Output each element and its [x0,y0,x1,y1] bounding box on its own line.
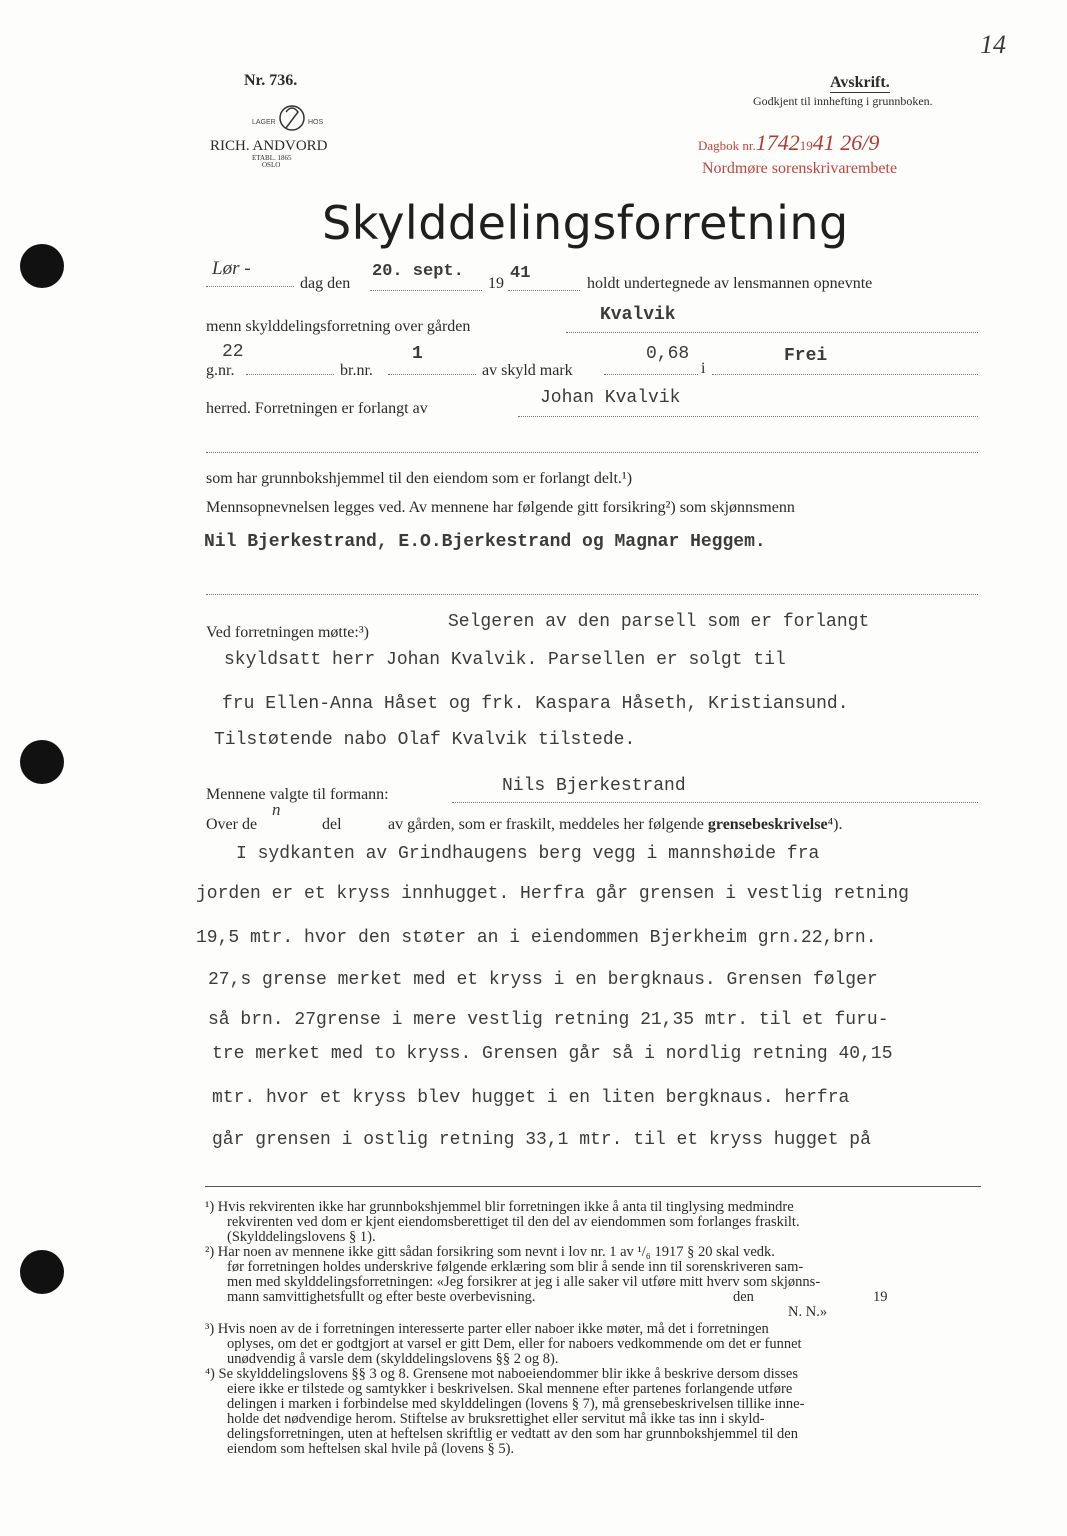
document-title: Skylddelingsforretning [322,196,849,250]
brnr-label: br.nr. [340,362,373,379]
herred-text: herred. Forretningen er forlangt av [206,400,428,417]
footnote-den: den [733,1289,754,1305]
gnr-line [246,374,334,375]
footnote-line: mann samvittighetsfullt og efter beste overbevisning. [227,1289,536,1305]
footnote-line: ¹) Hvis rekvirenten ikke har grunnbokshjemmel blir forretningen ikke å anta til tinglysing medmindre [205,1199,794,1215]
attendees-line-4: Tilstøtende nabo Olaf Kvalvik tilstede. [214,730,636,750]
over-de-label: Over de [206,816,258,833]
desc-line-1: I sydkanten av Grindhaugens berg vegg i mannshøide fra [236,844,820,864]
svg-text:LAGER: LAGER [252,119,276,126]
punch-hole-top [20,244,64,288]
footnote-line: før forretningen holdes underskrive følgende erklæring som blir å sende inn til sorenskriveren sam- [227,1259,804,1275]
weekday-value: Lør - [212,258,251,279]
footnote-line: delingen i marken i forbindelse med skylddelingen (lovens § 7), må grensebeskrivelsen tillike inne- [227,1396,805,1412]
weekday-line [206,286,294,287]
publisher-city: OSLO [262,161,281,169]
requester-value: Johan Kvalvik [540,388,681,408]
stamp-year-prefix: 19 [799,138,813,153]
skyld-label: av skyld mark [482,362,573,379]
registry-stamp [698,130,879,156]
footnote-line: oplyses, om det er godtgjort at varsel er gitt Dem, eller for naboers vedkommende om det er funnet [227,1336,802,1352]
grensebeskrivelse-suffix: ⁴). [827,816,843,833]
mote-label: Ved forretningen møtte:³) [206,624,369,641]
footnote-line: rekvirenten ved dom er kjent eiendomsberettiget til den del av eiendommen som forlanges fraskilt. [227,1214,800,1230]
av-garden-label: av gården, som er fraskilt, meddeles her følgende [388,816,704,833]
holdt-text: holdt undertegnede av lensmannen opnevnte [587,275,873,292]
footnote-year: 19 [873,1289,888,1305]
skyld-value: 0,68 [646,344,690,364]
brnr-line [388,374,476,375]
footnote-line: ²) Har noen av mennene ikke gitt sådan forsikring som nevnt i lov nr. 1 av ¹/₆ 1917 § 20 skal vedk. [205,1244,775,1260]
publisher-name: RICH. ANDVORD [210,138,328,154]
stamp-dagbok-label: Dagbok nr. [698,138,756,153]
appraisers-line-2 [206,594,978,595]
farm-value: Kvalvik [600,305,676,325]
skyld-line [604,374,698,375]
svg-text:HOS: HOS [308,119,324,126]
av-garden-text [388,816,842,834]
footnote-line: ³) Hvis noen av de i forretningen interesserte parter eller naboer ikke møter, må det i forretningen [205,1321,769,1337]
desc-line-2: jorden er et kryss innhugget. Herfra går grensen i vestlig retning [196,884,909,904]
dag-den-label: dag den [300,275,351,292]
footnote-rule [205,1186,981,1187]
stamp-date: 41 26/9 [812,130,880,155]
publisher-estab: ETABL. 1865 [252,154,292,162]
som-har-text: som har grunnbokshjemmel til den eiendom som er forlangt delt.¹) [206,470,633,487]
desc-line-4: 27,s grense merket med et kryss i en bergknaus. Grensen følger [208,970,878,990]
date-line [370,290,482,291]
footnote-nn: N. N.» [788,1304,828,1320]
footnote-line: ⁴) Se skylddelingslovens §§ 3 og 8. Grensene mot naboeiendommer blir ikke å beskrive dersom disses [205,1366,798,1382]
punch-hole-middle [20,740,64,784]
form-number: Nr. 736. [244,72,298,89]
stamp-office: Nordmøre sorenskrivarembete [702,160,898,177]
i-label: i [701,360,706,377]
publisher-logo-icon [252,98,332,138]
municipality-line [712,374,978,375]
year-value: 41 [510,264,531,283]
del-label: del [322,816,342,833]
year-line [508,290,580,291]
formann-line [452,802,978,803]
gnr-label: g.nr. [206,362,235,379]
footnote-line: (Skylddelingslovens § 1). [227,1229,376,1245]
stamp-number: 1742 [755,130,800,155]
footnote-line: eiendom som heftelsen skal hvile på (lovens § 5). [227,1441,515,1457]
over-de-suffix: n [272,800,281,819]
avskrift-label: Avskrift. [830,74,890,91]
footnote-line: holde det nødvendige herom. Stiftelse av bruksrettighet eller servitut må ikke tas inn i skyld- [227,1411,765,1427]
footnote-line: eiere ikke er tilstede og samtykker i beskrivelsen. Skal mennene efter partenes forlangende utføre [227,1381,793,1397]
mennsop-text: Mennsopnevnelsen legges ved. Av mennene har følgende gitt forsikring²) som skjønnsmenn [206,499,795,516]
attendees-line-3: fru Ellen-Anna Håset og frk. Kaspara Håseth, Kristiansund. [222,694,849,714]
attendees-line-1: Selgeren av den parsell som er forlangt [448,612,870,632]
godkjent-label: Godkjent til innhefting i grunnboken. [753,94,933,108]
footnote-line: unødvendig å varsle dem (skylddelingslovens §§ 2 og 8). [227,1351,559,1367]
brnr-value: 1 [412,344,423,364]
footnote-line: delingsforretningen, uten at heftelsen skriftlig er vedtatt av den som har grunnbokshjemmel til den [227,1426,798,1442]
page-number: 14 [980,30,1006,59]
gnr-value: 22 [222,342,244,362]
footnote-line: men med skylddelingsforretningen: «Jeg forsikrer at jeg i alle saker vil utføre mitt hverv som skjønns- [227,1274,821,1290]
appraisers-value: Nil Bjerkestrand, E.O.Bjerkestrand og Magnar Heggem. [204,532,766,552]
formann-value: Nils Bjerkestrand [502,776,686,796]
formann-label: Mennene valgte til formann: [206,786,389,803]
publisher-logo [252,98,332,138]
desc-line-8: går grensen i ostlig retning 33,1 mtr. til et kryss hugget på [212,1130,871,1150]
grensebeskrivelse-label: grensebeskrivelse [707,816,828,833]
desc-line-5: så brn. 27grense i mere vestlig retning 21,35 mtr. til et furu- [208,1010,889,1030]
desc-line-3: 19,5 mtr. hvor den støter an i eiendommen Bjerkheim grn.22,brn. [196,928,877,948]
farm-line [566,332,978,333]
menn-text: menn skylddelingsforretning over gården [206,318,471,335]
requester-line-2 [206,452,978,453]
requester-line [518,416,978,417]
desc-line-7: mtr. hvor et kryss blev hugget i en liten bergknaus. herfra [212,1088,850,1108]
municipality-value: Frei [784,346,828,366]
desc-line-6: tre merket med to kryss. Grensen går så i nordlig retning 40,15 [212,1044,893,1064]
year-prefix: 19 [488,275,504,292]
punch-hole-bottom [20,1250,64,1294]
date-value: 20. sept. [372,262,464,281]
attendees-line-2: skyldsatt herr Johan Kvalvik. Parsellen er solgt til [224,650,786,670]
